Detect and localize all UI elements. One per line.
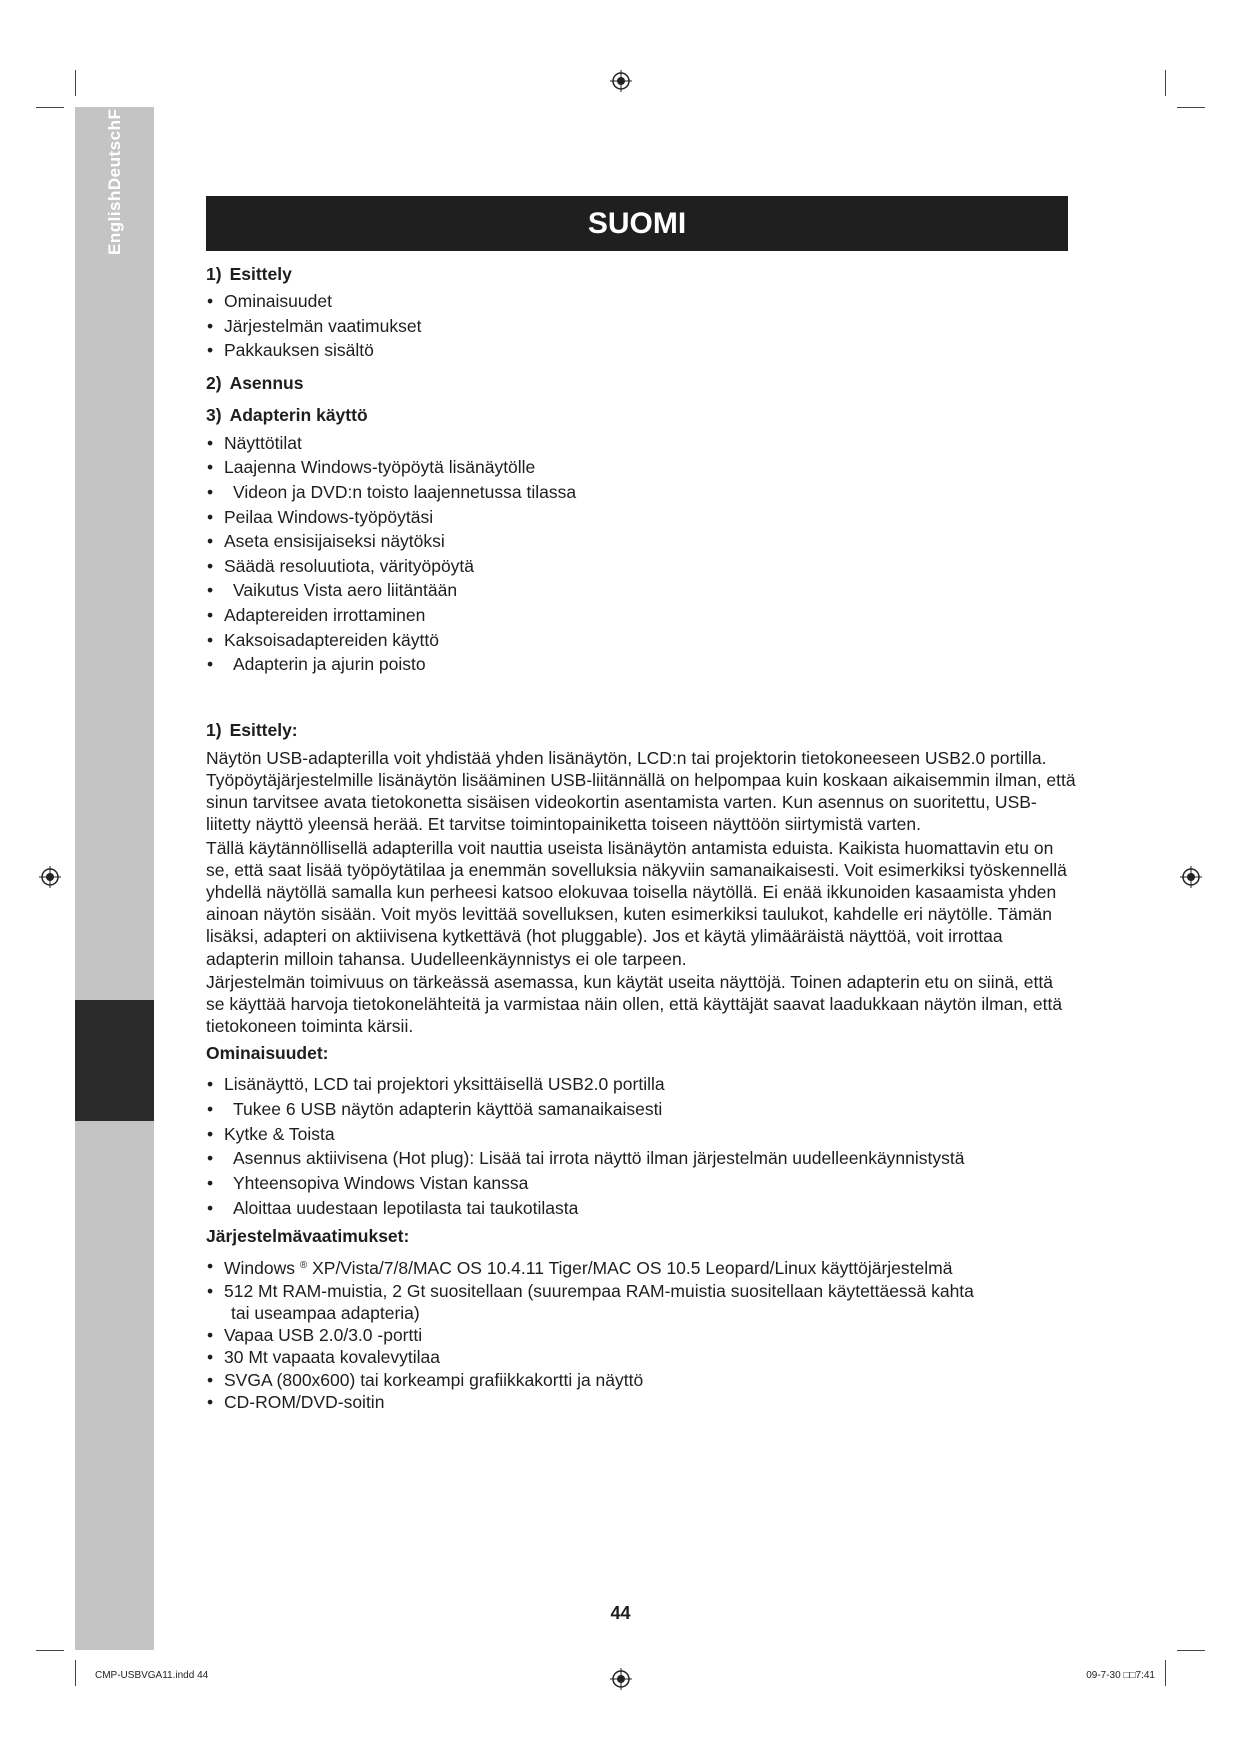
crop-mark: [1177, 107, 1205, 108]
list-item: • Yhteensopiva Windows Vistan kanssa: [206, 1171, 1076, 1196]
paragraph: Tällä käytännöllisellä adapterilla voit nauttia useista lisänäytön antamista eduista. Kaikista huomattavin etu on se, että saat lisää työpöytätilaa ja enemmän sovelluksia näkyviin samanaikaisesti. Voit esimerkiksi työskennellä yhdellä näytöllä samalla kun perheesi katsoo elokuvaa toisella näytöllä. Ei enää ikkunoiden kasaamista yhden ainoan näytön sisään. Voit myös levittää sovelluksen, kuten esimerkiksi taulukot, kahdelle eri näytölle. Tämän lisäksi, adapteri on aktiivisena kytkettävä (hot pluggable). Jos et käytä ylimääräistä näyttöä, voit irrottaa adapterin milloin tahansa. Uudelleenkäynnistys ei ole tarpeen.: [206, 837, 1067, 969]
registration-mark-icon: [1180, 866, 1202, 888]
features-list: [206, 1072, 1076, 1220]
toc-list: [206, 431, 1076, 677]
features-section: [206, 1041, 1076, 1220]
list-item: • Vapaa USB 2.0/3.0 -portti: [206, 1324, 1076, 1346]
registration-mark-icon: [39, 866, 61, 888]
list-item: • Näyttötilat: [206, 431, 1076, 456]
paragraph: Järjestelmän toimivuus on tärkeässä asemassa, kun käytät useita näyttöjä. Toinen adapterin etu on siinä, että se käyttää harvoja tietokonelähteitä ja varmistaa näin ollen, että käyttäjät saavat laadukkaan näytön ilman, että tietokoneen toiminta kärsii.: [206, 971, 1063, 1037]
list-item: • CD-ROM/DVD-soitin: [206, 1391, 1076, 1413]
list-item: • Adapterin ja ajurin poisto: [206, 652, 1076, 677]
list-item: • Järjestelmän vaatimukset: [206, 314, 1076, 339]
crop-mark: [75, 1660, 76, 1686]
toc-list: [206, 289, 1076, 363]
list-item: • Vaikutus Vista aero liitäntään: [206, 578, 1076, 603]
crop-mark: [36, 107, 64, 108]
toc-section-heading: 3) Adapterin käyttö: [206, 404, 368, 425]
table-of-contents: [206, 262, 1076, 677]
language-sidebar-label: EnglishDeutschF: [105, 108, 124, 255]
list-item: • Asennus aktiivisena (Hot plug): Lisää tai irrota näyttö ilman järjestelmän uudelleenkäynnistystä: [206, 1146, 1076, 1171]
requirements-list: [206, 1255, 1076, 1412]
section-heading: Ominaisuudet:: [206, 1043, 329, 1064]
toc-section-heading: 2) Asennus: [206, 372, 304, 393]
crop-mark: [1165, 70, 1166, 96]
registered-mark: ®: [299, 1260, 308, 1272]
crop-mark: [75, 70, 76, 96]
intro-section: [206, 718, 1076, 1038]
list-item: • Säädä resoluutiota, värityöpöytä: [206, 554, 1076, 579]
print-slug-date: 09-7-30 □□7:41: [1086, 1670, 1155, 1681]
list-item: • Aloittaa uudestaan lepotilasta tai taukotilasta: [206, 1196, 1076, 1221]
list-item: • 30 Mt vapaata kovalevytilaa: [206, 1346, 1076, 1368]
crop-mark: [1177, 1650, 1205, 1651]
language-sidebar: [75, 107, 154, 1650]
list-item: • Ominaisuudet: [206, 289, 1076, 314]
main-content: [206, 259, 1076, 1413]
list-item: • Adaptereiden irrottaminen: [206, 603, 1076, 628]
page-title: SUOMI: [206, 196, 1068, 251]
list-item: • Laajenna Windows-työpöytä lisänäytölle: [206, 455, 1076, 480]
paragraph: Näytön USB-adapterilla voit yhdistää yhden lisänäytön, LCD:n tai projektorin tietokoneeseen USB2.0 portilla. Työpöytäjärjestelmille lisänäytön lisääminen USB-liitännällä on helpompaa kuin koskaan aikaisemmin ilman, että sinun tarvitsee avata tietokonetta sisäisen videokortin asentamista varten. Kun asennus on suoritettu, USB-liitetty näyttö yleensä herää. Et tarvitse toimintopainiketta toiseen näyttöön siirtymistä varten.: [206, 747, 1076, 835]
list-item: • Kaksoisadaptereiden käyttö: [206, 628, 1076, 653]
list-item: • Windows ® XP/Vista/7/8/MAC OS 10.4.11 Tiger/MAC OS 10.5 Leopard/Linux käyttöjärjestelmä: [206, 1255, 1076, 1279]
print-slug-file: CMP-USBVGA11.indd 44: [95, 1670, 209, 1681]
list-item: • Aseta ensisijaiseksi näytöksi: [206, 529, 1076, 554]
list-item: • Pakkauksen sisältö: [206, 338, 1076, 363]
crop-mark: [36, 1650, 64, 1651]
registration-mark-icon: [610, 1668, 632, 1690]
list-item: • Tukee 6 USB näytön adapterin käyttöä samanaikaisesti: [206, 1097, 1076, 1122]
section-heading: 1) Esittely:: [206, 719, 298, 740]
crop-mark: [1165, 1660, 1166, 1686]
language-sidebar-active-marker: [75, 1000, 154, 1121]
section-heading: Järjestelmävaatimukset:: [206, 1226, 410, 1247]
list-item: • Videon ja DVD:n toisto laajennetussa tilassa: [206, 480, 1076, 505]
page-number: 44: [610, 1603, 631, 1623]
list-item: • Kytke & Toista: [206, 1122, 1076, 1147]
list-item: • SVGA (800x600) tai korkeampi grafiikkakortti ja näyttö: [206, 1369, 1076, 1391]
list-item: • Peilaa Windows-työpöytäsi: [206, 505, 1076, 530]
requirements-section: [206, 1224, 1076, 1412]
toc-section-heading: 1) Esittely: [206, 264, 292, 284]
registration-mark-icon: [610, 70, 632, 92]
list-item: • Lisänäyttö, LCD tai projektori yksittäisellä USB2.0 portilla: [206, 1072, 1076, 1097]
list-item: • 512 Mt RAM-muistia, 2 Gt suositellaan (suurempaa RAM-muistia suositellaan käytettäessä kahta tai useampaa adapteria): [206, 1280, 1076, 1324]
